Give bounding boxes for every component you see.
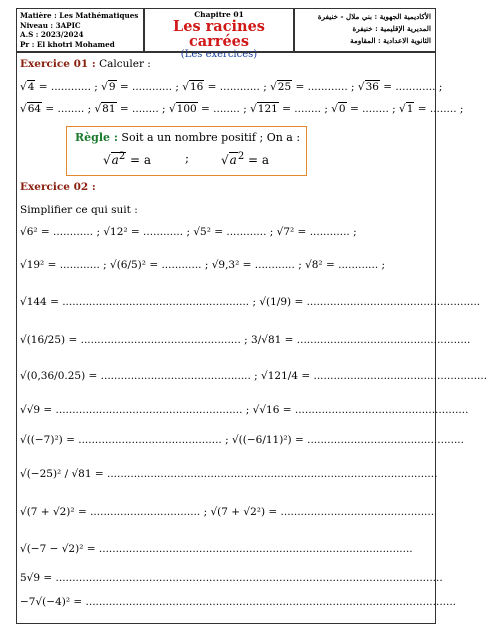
ex2-line: √(16/25) = ................................................ ; 3/√81 = ....................................................	[20, 334, 471, 346]
radicand: 121	[257, 103, 278, 115]
ex1-row2: √64 = ........ ; √81 = ........ ; √100 = ........ ; √121 = ........ ; √0 = ........ ; √1 = ........ ;	[20, 103, 464, 115]
header-title	[144, 8, 294, 60]
ex2-line: √(7 + √2)² = ................................. ; √(7 + √2²) = ..............................................	[20, 506, 435, 518]
teacher: Pr : El khotri Mohamed	[20, 39, 115, 49]
ex1-instruction: Calculer :	[99, 58, 151, 70]
rule-formula-1: $√a^2 = a$	[103, 151, 152, 167]
radicand: 100	[176, 103, 197, 115]
radicand: 64	[27, 103, 42, 115]
ex2-line: √((−7)²) = ........................................... ; √((−6/11)²) = ...............................................	[20, 434, 464, 446]
rule-formula-2: $√a^2 = a$	[221, 151, 270, 167]
ex2-line: √(0,36/0.25) = ............................................. ; √121/4 = ....................................................	[20, 370, 487, 382]
radicand: 81	[102, 103, 116, 115]
page-subtitle: (Les exercices)	[180, 49, 258, 60]
radicand: 16	[189, 81, 204, 93]
radicand: 0	[338, 103, 346, 115]
ex2-line: 5√9 = ....................................................................................................................	[20, 572, 443, 584]
direction: المديرية الإقليمية : خنيفرة	[352, 24, 431, 33]
school: الثانوية الاعدادية : المقاومة	[350, 36, 431, 45]
ex2-line: √(−25)² / √81 = ...................................................................................................	[20, 468, 438, 480]
page-title: Les racines carrées	[173, 18, 265, 50]
rule-label: Règle :	[75, 131, 118, 144]
school-year: A.S : 2023/2024	[20, 30, 84, 40]
academy: الأكاديمية الجهوية : بني ملال - خنيفرة	[317, 12, 431, 21]
radicand: 4	[27, 81, 35, 93]
ex2-line: √6² = ............ ; √12² = ............ ; √5² = ............ ; √7² = ............ ;	[20, 226, 357, 238]
subject: Matière : Les Mathématiques	[20, 11, 139, 20]
ex2-line: √144 = ........................................................ ; √(1/9) = ....................................................	[20, 296, 481, 308]
ex2-line: −7√(−4)² = ...............................................................................................................	[20, 596, 457, 608]
ex1-heading	[20, 58, 151, 70]
radicand: 36	[365, 81, 379, 93]
ex2-line: √√9 = ........................................................ ; √√16 = ....................................................	[20, 404, 469, 416]
radicand: 9	[108, 81, 116, 93]
ex2-instruction: Simplifier ce qui suit :	[20, 204, 138, 216]
radicand: 25	[277, 81, 292, 93]
header	[16, 8, 436, 60]
ex1-title: Exercice 01 :	[20, 58, 96, 70]
ex1-row1: √4 = ............ ; √9 = ............ ; √16 = ............ ; √25 = ............ ; √36 = ............ ;	[20, 81, 443, 93]
rule-text: Soit a un nombre positif ; On a :	[121, 131, 301, 144]
header-school	[294, 8, 436, 52]
chapter: Chapitre 01	[194, 10, 244, 19]
ex2-line: √19² = ............ ; √(6/5)² = ............ ; √9,3² = ............ ; √8² = ............ ;	[20, 259, 386, 271]
ex2-title: Exercice 02 :	[20, 181, 96, 193]
ex2-line: √(−7 − √2)² = ..............................................................................................	[20, 543, 413, 555]
level: Niveau : 3APIC	[20, 20, 81, 30]
radicand: 1	[406, 103, 414, 115]
header-info	[16, 8, 144, 52]
rule-box: Règle : Soit a un nombre positif ; On a : $√a^2 = a$ ; $√a^2 = a$	[66, 126, 307, 176]
